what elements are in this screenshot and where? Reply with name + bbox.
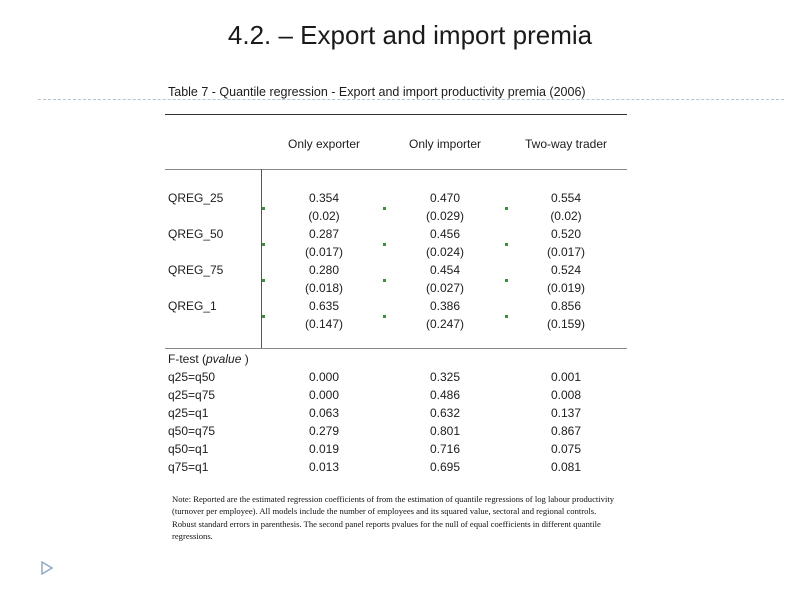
- ftest-row-label: q25=q1: [168, 406, 209, 420]
- regression-label: QREG_1: [168, 299, 217, 313]
- table-note: Note: Reported are the estimated regression coefficients of from the estimation of quantile regressions of log labour productivity (turnover per employee). All models include the number of employees and its squared value, sectoral and regional controls. Robust standard errors in parenthesis. The second panel reports pvalues for the null of equal coefficients in different quantile regressions.: [172, 494, 615, 541]
- dashed-separator: [38, 99, 784, 100]
- standard-error-value: (0.02): [308, 209, 340, 223]
- ftest-pvalue: 0.486: [429, 388, 461, 402]
- triangle-bullet-icon: [40, 561, 54, 575]
- comment-marker-icon: [262, 279, 265, 282]
- standard-error-value: (0.024): [425, 245, 465, 259]
- comment-marker-icon: [262, 315, 265, 318]
- ftest-pvalue: 0.013: [308, 460, 340, 474]
- comment-marker-icon: [383, 243, 386, 246]
- table-panel-rule: [165, 348, 627, 349]
- standard-error-value: (0.147): [304, 317, 344, 331]
- coefficient-value: 0.635: [308, 299, 340, 313]
- coefficient-value: 0.386: [429, 299, 461, 313]
- ftest-pvalue: 0.137: [550, 406, 582, 420]
- table-caption: Table 7 - Quantile regression - Export and import productivity premia (2006): [168, 85, 590, 99]
- ftest-header-prefix: F-test (: [168, 352, 206, 366]
- ftest-row-label: q25=q50: [168, 370, 216, 384]
- ftest-header: [168, 352, 249, 366]
- coefficient-value: 0.354: [308, 191, 340, 205]
- standard-error-value: (0.159): [546, 317, 586, 331]
- coefficient-value: 0.554: [550, 191, 582, 205]
- ftest-pvalue: 0.081: [550, 460, 582, 474]
- ftest-pvalue: 0.867: [550, 424, 582, 438]
- regression-label: QREG_25: [168, 191, 224, 205]
- slide-title: 4.2. – Export and import premia: [227, 20, 593, 50]
- coefficient-value: 0.454: [429, 263, 461, 277]
- coefficient-value: 0.524: [550, 263, 582, 277]
- ftest-pvalue: 0.325: [429, 370, 461, 384]
- ftest-row-label: q75=q1: [168, 460, 209, 474]
- comment-marker-icon: [505, 315, 508, 318]
- ftest-pvalue: 0.000: [308, 388, 340, 402]
- ftest-pvalue: 0.801: [429, 424, 461, 438]
- table-header-rule: [165, 169, 627, 170]
- standard-error-value: (0.027): [425, 281, 465, 295]
- ftest-row-label: q25=q75: [168, 388, 216, 402]
- comment-marker-icon: [262, 243, 265, 246]
- ftest-pvalue: 0.716: [429, 442, 461, 456]
- standard-error-value: (0.02): [550, 209, 582, 223]
- ftest-pvalue: 0.063: [308, 406, 340, 420]
- comment-marker-icon: [505, 279, 508, 282]
- ftest-pvalue: 0.019: [308, 442, 340, 456]
- comment-marker-icon: [505, 243, 508, 246]
- ftest-pvalue: 0.000: [308, 370, 340, 384]
- column-header-only-exporter: Only exporter: [287, 137, 361, 151]
- ftest-row-label: q50=q1: [168, 442, 209, 456]
- ftest-header-suffix: ): [241, 352, 249, 366]
- ftest-pvalue: 0.075: [550, 442, 582, 456]
- standard-error-value: (0.029): [425, 209, 465, 223]
- standard-error-value: (0.247): [425, 317, 465, 331]
- coefficient-value: 0.287: [308, 227, 340, 241]
- coefficient-value: 0.470: [429, 191, 461, 205]
- ftest-pvalue: 0.001: [550, 370, 582, 384]
- comment-marker-icon: [383, 279, 386, 282]
- table-vertical-rule: [261, 169, 262, 348]
- coefficient-value: 0.856: [550, 299, 582, 313]
- comment-marker-icon: [505, 207, 508, 210]
- coefficient-value: 0.456: [429, 227, 461, 241]
- ftest-pvalue: 0.695: [429, 460, 461, 474]
- comment-marker-icon: [383, 207, 386, 210]
- standard-error-value: (0.018): [304, 281, 344, 295]
- standard-error-value: (0.017): [304, 245, 344, 259]
- ftest-row-label: q50=q75: [168, 424, 216, 438]
- regression-label: QREG_50: [168, 227, 224, 241]
- ftest-pvalue: 0.279: [308, 424, 340, 438]
- ftest-pvalue: 0.008: [550, 388, 582, 402]
- standard-error-value: (0.019): [546, 281, 586, 295]
- column-header-two-way-trader: Two-way trader: [524, 137, 608, 151]
- coefficient-value: 0.520: [550, 227, 582, 241]
- table-top-rule: [165, 114, 627, 115]
- ftest-pvalue: 0.632: [429, 406, 461, 420]
- comment-marker-icon: [383, 315, 386, 318]
- column-header-only-importer: Only importer: [408, 137, 482, 151]
- comment-marker-icon: [262, 207, 265, 210]
- regression-label: QREG_75: [168, 263, 224, 277]
- ftest-header-italic: pvalue: [206, 352, 242, 366]
- coefficient-value: 0.280: [308, 263, 340, 277]
- standard-error-value: (0.017): [546, 245, 586, 259]
